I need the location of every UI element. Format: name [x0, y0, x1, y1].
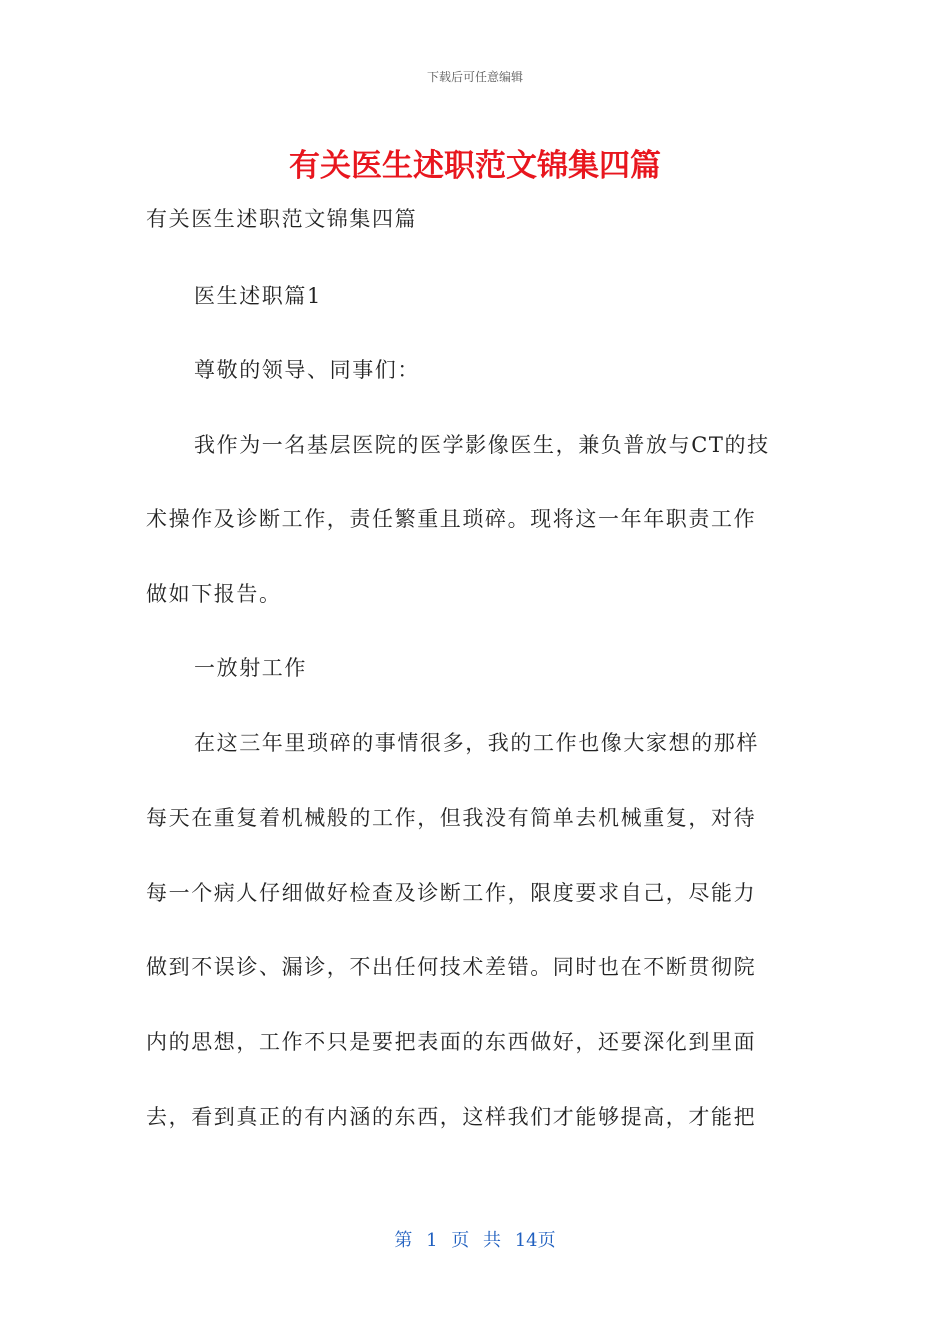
- footer-total-prefix: 共: [483, 1230, 501, 1251]
- body-line-7: 一放射工作: [194, 656, 307, 680]
- page-footer: [0, 1226, 950, 1252]
- document-title: 有关医生述职范文锦集四篇: [289, 148, 661, 184]
- body-line-13: 去，看到真正的有内涵的东西，这样我们才能够提高，才能把: [146, 1105, 757, 1129]
- footer-mid: 页: [451, 1230, 470, 1251]
- body-line-5: 术操作及诊断工作，责任繁重且琐碎。现将这一年年职责工作: [146, 507, 757, 531]
- body-line-9: 每天在重复着机械般的工作，但我没有简单去机械重复，对待: [146, 806, 757, 830]
- body-line-4: 我作为一名基层医院的医学影像医生，兼负普放与CT的技: [194, 433, 770, 457]
- footer-total-pages: 14页: [514, 1230, 556, 1251]
- body-line-10: 每一个病人仔细做好检查及诊断工作，限度要求自己，尽能力: [146, 881, 757, 905]
- footer-current-page: 1: [426, 1230, 438, 1251]
- body-line-3: 尊敬的领导、同事们：: [194, 358, 420, 382]
- body-line-1: 有关医生述职范文锦集四篇: [146, 207, 418, 231]
- body-line-2: 医生述职篇1: [194, 284, 322, 308]
- body-line-12: 内的思想，工作不只是要把表面的东西做好，还要深化到里面: [146, 1030, 757, 1054]
- footer-prefix: 第: [394, 1230, 413, 1251]
- body-line-8: 在这三年里琐碎的事情很多，我的工作也像大家想的那样: [194, 731, 759, 755]
- body-line-6: 做如下报告。: [146, 582, 282, 606]
- body-line-11: 做到不误诊、漏诊，不出任何技术差错。同时也在不断贯彻院: [146, 955, 757, 979]
- header-note: 下载后可任意编辑: [426, 70, 523, 84]
